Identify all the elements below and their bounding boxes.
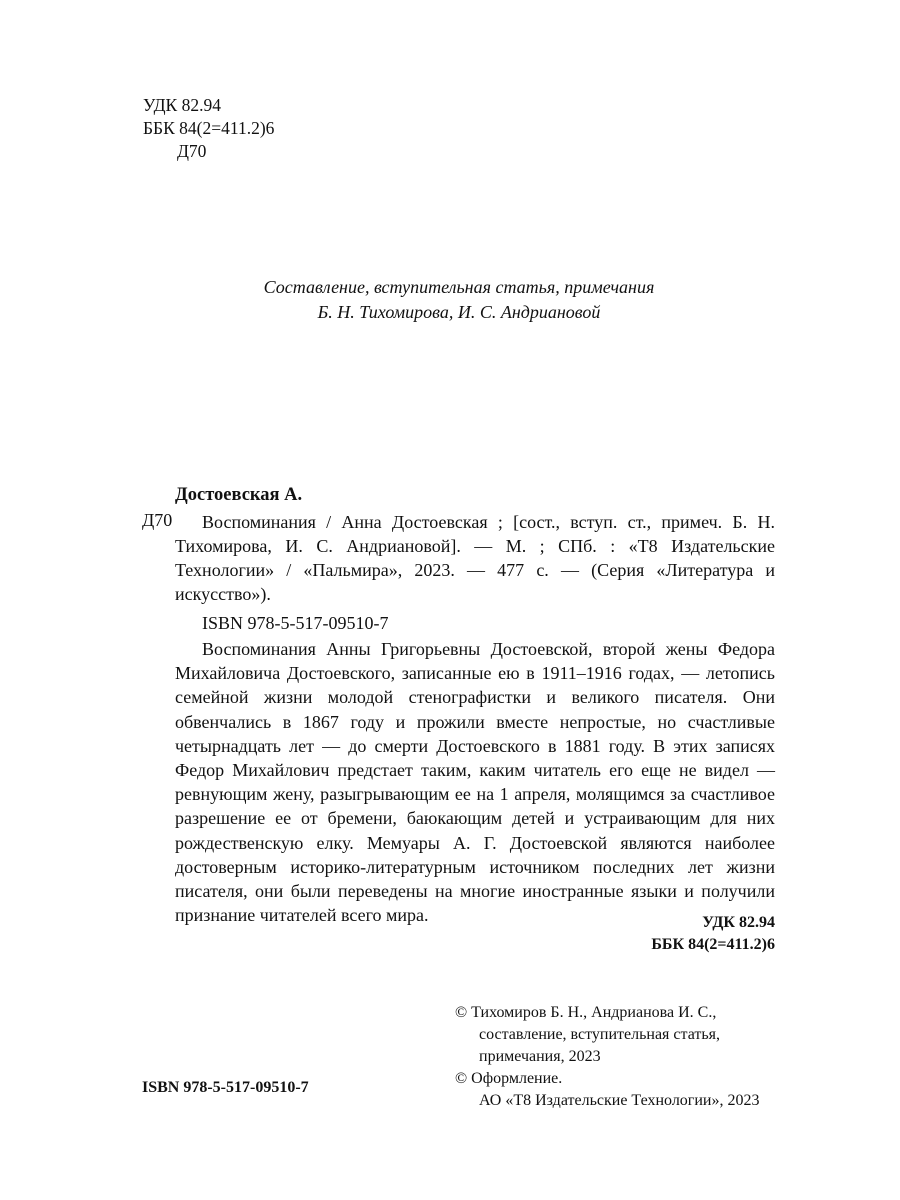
book-annotation: Воспоминания Анны Григорьевны Достоевской, второй жены Федора Михайловича Достоевского, записанные ею в 1911–1916 годах, — летопись семейной жизни молодой стенографистки и великого писателя. Они обвенчались в 1867 году и прожили вместе непростые, но счастливые четырнадцать лет — до смерти Достоевского в 1881 году. В этих записях Федор Михайлович предстает таким, каким читатель его еще не видел — ревнующим жену, разыгрывающим ее на 1 апреля, молящимся за счастливое разрешение ее от бремени, баюкающим детей и устраивающим для них рождественскую елку. Мемуары А. Г. Достоевской являются наиболее достоверным историко-литературным источником последних лет жизни писателя, они были переведены на многие иностранные языки и получили признание читателей всего мира. — [175, 639, 775, 926]
credits-line-1: Составление, вступительная статья, примечания — [263, 277, 655, 297]
copyright-line-5: АО «Т8 Издательские Технологии», 2023 — [479, 1092, 760, 1109]
right-bbk-code: ББК 84(2=411.2)6 — [651, 936, 775, 953]
copyright-line-1: © Тихомиров Б. Н., Андрианова И. С., — [455, 1004, 717, 1021]
catalog-author-mark: Д70 — [142, 510, 173, 530]
catalog-author: Достоевская А. — [175, 485, 303, 505]
copyright-block — [455, 1002, 785, 1112]
copyright-line-2: составление, вступительная статья, — [479, 1026, 721, 1043]
bibliographic-description: Воспоминания / Анна Достоевская ; [сост., вступ. ст., примеч. Б. Н. Тихомирова, И. С. Андриановой]. — М. ; СПб. : «Т8 Издательские Технологии» / «Пальмира», 2023. — 477 с. — (Серия «Литература и искусство»). — [175, 512, 775, 604]
bottom-isbn: ISBN 978-5-517-09510-7 — [142, 1079, 309, 1096]
right-udk-code: УДК 82.94 — [702, 914, 775, 931]
copyright-line-3: примечания, 2023 — [479, 1048, 601, 1065]
compilation-credits — [0, 275, 900, 325]
author-mark: Д70 — [177, 141, 207, 161]
top-classification-codes — [143, 94, 274, 163]
catalog-isbn: ISBN 978-5-517-09510-7 — [202, 613, 389, 633]
udk-code: УДК 82.94 — [143, 95, 221, 115]
bbk-code: ББК 84(2=411.2)6 — [143, 118, 275, 138]
copyright-line-4: © Оформление. — [455, 1070, 563, 1087]
credits-line-2: Б. Н. Тихомирова, И. С. Андриановой — [317, 302, 601, 322]
right-classification-codes — [600, 912, 775, 956]
